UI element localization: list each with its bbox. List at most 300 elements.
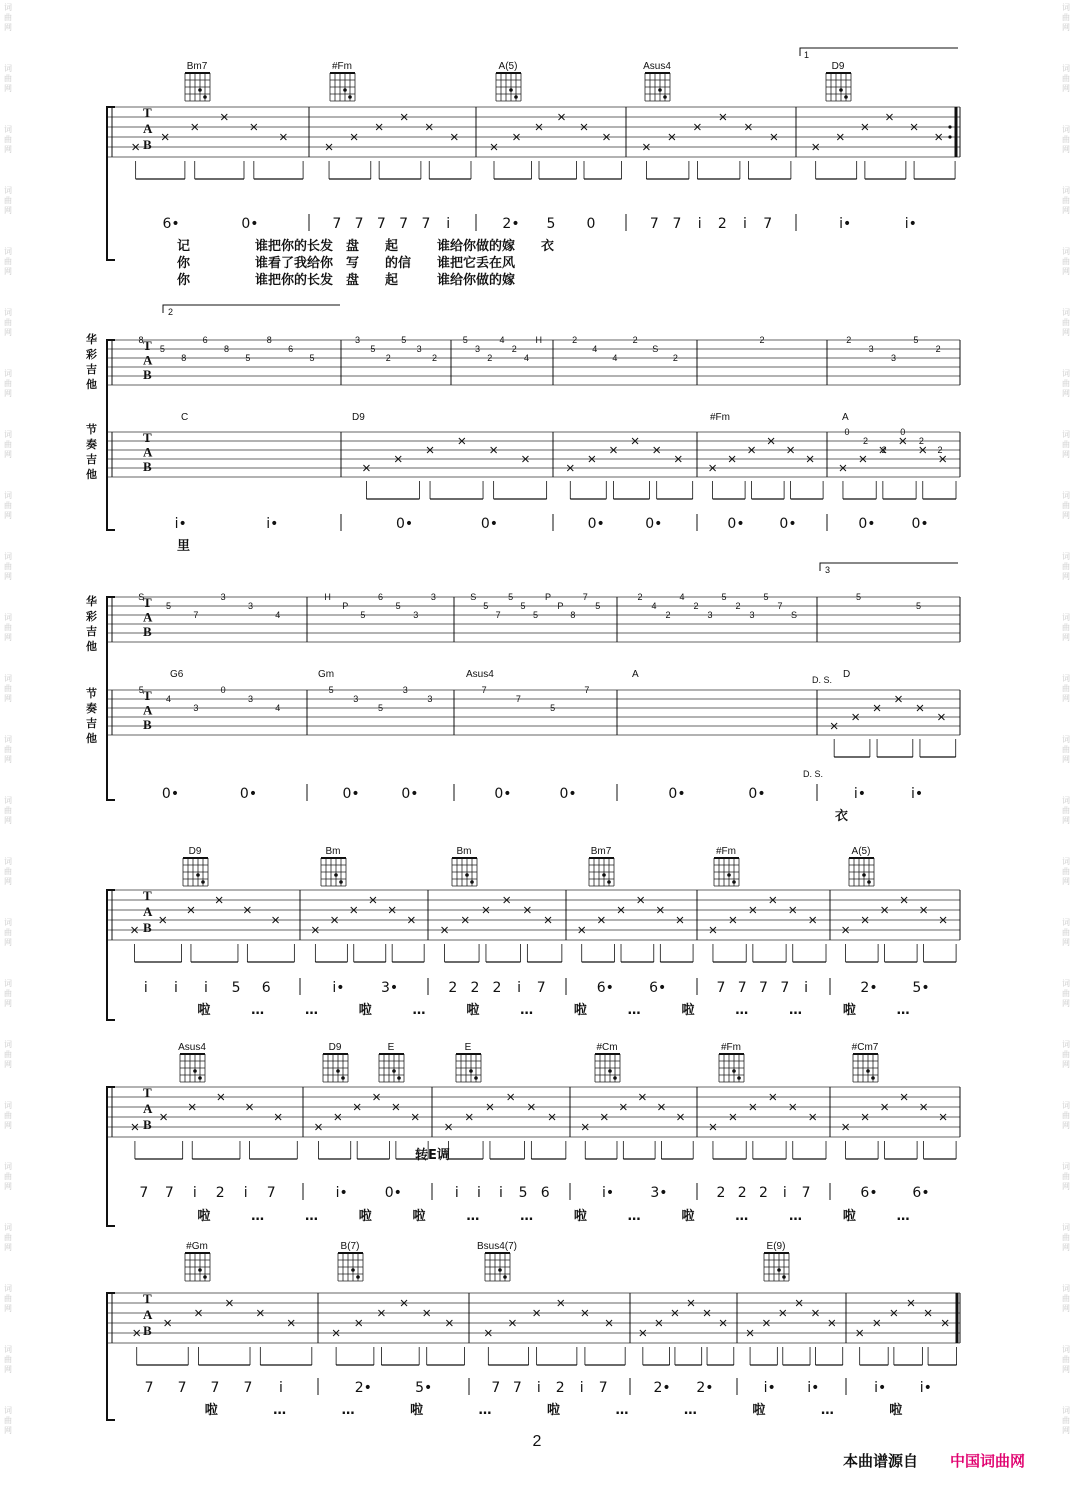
chord-name: G6 xyxy=(170,669,184,680)
jianpu-note: i xyxy=(536,1380,541,1396)
jianpu-note: 2• xyxy=(653,1380,671,1396)
watermark-char: 曲 xyxy=(4,562,12,571)
watermark-char: 曲 xyxy=(1062,562,1070,571)
part-label-char: 吉 xyxy=(86,717,97,730)
jianpu-note: 6• xyxy=(649,980,667,996)
watermark-char: 曲 xyxy=(4,867,12,876)
tab-fret-number: 8 xyxy=(223,344,230,354)
tab-fret-number: 0 xyxy=(844,427,850,437)
watermark-char: 词 xyxy=(4,247,12,256)
watermark-char: 网 xyxy=(4,1060,12,1069)
watermark-char: 曲 xyxy=(4,684,12,693)
tab-clef-letter: A xyxy=(143,444,153,460)
chord-name: A xyxy=(842,412,849,423)
lyric-token: … xyxy=(251,1209,265,1224)
watermark-char: 词 xyxy=(1062,1284,1070,1293)
watermark-char: 网 xyxy=(1062,877,1070,886)
chord-name: #Cm xyxy=(596,1042,618,1053)
chord-name: D9 xyxy=(188,846,202,857)
watermark-char: 网 xyxy=(4,206,12,215)
tab-fret-number: 3 xyxy=(413,610,419,620)
chord-name: D9 xyxy=(352,412,365,423)
watermark-char: 曲 xyxy=(1062,318,1070,327)
watermark-char: 曲 xyxy=(1062,623,1070,632)
tab-clef-letter: A xyxy=(143,121,153,136)
tab-fret-number: 7 xyxy=(584,685,590,695)
tab-fret-number: 2 xyxy=(637,592,643,602)
watermark-char: 词 xyxy=(1062,491,1070,500)
jianpu-note: 0• xyxy=(587,516,605,532)
tab-clef-letter: T xyxy=(143,1291,152,1306)
jianpu-note: 0• xyxy=(161,786,180,802)
jianpu-note: i• xyxy=(839,216,852,232)
chord-name: D xyxy=(843,669,851,680)
jianpu-note: 7 xyxy=(210,1380,220,1396)
part-label-char: 华 xyxy=(86,595,97,608)
watermark-char: 词 xyxy=(4,491,12,500)
watermark-char: 词 xyxy=(1062,979,1070,988)
part-label-char: 彩 xyxy=(86,348,97,361)
volta-number: 1 xyxy=(804,50,810,60)
jianpu-note: 0• xyxy=(239,786,258,802)
tab-fret-number: 2 xyxy=(572,335,578,345)
watermark-char: 网 xyxy=(1062,145,1070,154)
lyric-token: … xyxy=(896,1003,910,1018)
page-number: 2 xyxy=(532,1433,542,1450)
watermark-char: 网 xyxy=(1062,1060,1070,1069)
jianpu-note: 0• xyxy=(401,786,419,802)
chord-name: D9 xyxy=(328,1042,342,1053)
tab-fret-number: 5 xyxy=(245,353,251,363)
lyric-token: 衣 xyxy=(835,809,849,824)
lyric-token: … xyxy=(341,1403,355,1418)
watermark-char: 曲 xyxy=(1062,135,1070,144)
watermark-char: 曲 xyxy=(1062,196,1070,205)
watermark-char: 词 xyxy=(1062,552,1070,561)
watermark-char: 曲 xyxy=(4,623,12,632)
jianpu-note: 7 xyxy=(598,1380,608,1396)
jianpu-note: i xyxy=(499,1185,503,1201)
watermark-char: 词 xyxy=(1062,186,1070,195)
tab-fret-number: 3 xyxy=(868,344,874,354)
tab-clef-letter: T xyxy=(143,105,152,120)
lyric-token: 里 xyxy=(177,539,191,554)
tab-clef-letter: B xyxy=(143,716,152,732)
jianpu-note: 0• xyxy=(396,516,414,532)
tab-fret-number: 7 xyxy=(481,685,487,695)
tab-clef-letter: T xyxy=(143,430,152,445)
tab-fret-number: S xyxy=(470,592,477,602)
tab-fret-number: 3 xyxy=(353,694,359,704)
tab-clef-letter: B xyxy=(143,137,152,152)
tab-fret-number: 0 xyxy=(900,427,906,437)
watermark-char: 词 xyxy=(4,857,12,866)
watermark-char: 词 xyxy=(4,1040,12,1049)
tab-fret-number: 2 xyxy=(881,445,887,455)
jianpu-note: 7 xyxy=(512,1380,522,1396)
lyric-token: … xyxy=(896,1209,910,1224)
watermark-char: 网 xyxy=(4,1182,12,1191)
tab-fret-number: 2 xyxy=(431,353,438,363)
chord-name: Gm xyxy=(318,669,335,680)
lyric-token: … xyxy=(412,1003,426,1018)
tab-fret-number: 6 xyxy=(377,592,384,602)
tab-fret-number: 3 xyxy=(749,610,755,620)
lyric-token: 啦 xyxy=(197,1003,211,1018)
jianpu-note: 7 xyxy=(737,980,747,996)
tab-fret-number: 5 xyxy=(159,344,165,354)
lyric-token: … xyxy=(273,1403,287,1418)
watermark-char: 曲 xyxy=(4,1294,12,1303)
watermark-char: 曲 xyxy=(1062,257,1070,266)
lyric-token: 啦 xyxy=(681,1209,695,1224)
jianpu-note: 2• xyxy=(502,216,520,232)
watermark-char: 网 xyxy=(4,450,12,459)
watermark-char: 词 xyxy=(1062,735,1070,744)
watermark-char: 网 xyxy=(4,1121,12,1130)
tab-fret-number: 5 xyxy=(395,601,401,611)
tab-clef-letter: T xyxy=(143,888,152,903)
watermark-char: 词 xyxy=(1062,613,1070,622)
watermark-char: 词 xyxy=(4,735,12,744)
jianpu-note: i xyxy=(243,1185,248,1201)
part-label-char: 华 xyxy=(86,333,97,346)
watermark-char: 曲 xyxy=(4,379,12,388)
watermark-char: 网 xyxy=(1062,938,1070,947)
tab-clef-letter: B xyxy=(143,623,152,639)
jianpu-note: 5• xyxy=(415,1380,433,1396)
tab-fret-number: 5 xyxy=(483,601,489,611)
watermark-char: 网 xyxy=(1062,694,1070,703)
jianpu-note: i xyxy=(173,980,178,996)
chord-name: #Cm7 xyxy=(851,1042,879,1053)
watermark-char: 曲 xyxy=(1062,684,1070,693)
tab-fret-number: 3 xyxy=(247,694,253,704)
jianpu-note: 2 xyxy=(215,1185,225,1201)
jianpu-note: i• xyxy=(335,1185,348,1201)
tab-fret-number: 3 xyxy=(430,592,436,602)
tab-fret-number: 5 xyxy=(462,335,468,345)
lyric-token: 啦 xyxy=(842,1003,856,1018)
tab-clef-letter: B xyxy=(143,920,152,935)
jianpu-note: 3• xyxy=(650,1185,668,1201)
watermark-char: 网 xyxy=(4,145,12,154)
jianpu-note: 0• xyxy=(559,786,577,802)
watermark-char: 曲 xyxy=(1062,1111,1070,1120)
lyric-token: … xyxy=(304,1209,318,1224)
tab-fret-number: 4 xyxy=(275,703,281,713)
watermark-char: 网 xyxy=(4,938,12,947)
jianpu-note: 5 xyxy=(546,216,556,232)
watermark-char: 曲 xyxy=(4,135,12,144)
lyric-token: … xyxy=(627,1209,641,1224)
watermark-char: 曲 xyxy=(4,1111,12,1120)
watermark-char: 曲 xyxy=(1062,1416,1070,1425)
lyric-token: … xyxy=(735,1003,749,1018)
jianpu-note: 6• xyxy=(912,1185,930,1201)
jianpu-note: i xyxy=(476,1185,481,1201)
tab-fret-number: 5 xyxy=(550,703,556,713)
jianpu-note: 0• xyxy=(494,786,512,802)
jianpu-note: 0• xyxy=(748,786,766,802)
tab-fret-number: 5 xyxy=(916,601,922,611)
jianpu-note: i• xyxy=(763,1380,776,1396)
jianpu-note: 0• xyxy=(779,516,797,532)
watermark-char: 网 xyxy=(1062,206,1070,215)
watermark-char: 曲 xyxy=(1062,74,1070,83)
jianpu-note: 7 xyxy=(177,1380,187,1396)
chord-name: Bm7 xyxy=(590,846,612,857)
tab-fret-number: 3 xyxy=(416,344,422,354)
chord-name: #Fm xyxy=(710,412,730,423)
watermark-char: 词 xyxy=(1062,247,1070,256)
jianpu-note: 2 xyxy=(470,980,480,996)
watermark-char: 网 xyxy=(4,1426,12,1435)
watermark-char: 词 xyxy=(4,430,12,439)
jianpu-note: 7 xyxy=(266,1185,276,1201)
tab-fret-number: 7 xyxy=(515,694,521,704)
ds-mark: D. S. xyxy=(812,675,833,685)
tab-fret-number: 5 xyxy=(138,685,144,695)
jianpu-note: 7 xyxy=(716,980,726,996)
jianpu-note: 3• xyxy=(381,980,399,996)
jianpu-note: 2 xyxy=(717,216,727,232)
tab-fret-number: 2 xyxy=(846,335,852,345)
tab-fret-number: 7 xyxy=(777,601,783,611)
part-label-char: 他 xyxy=(86,468,97,481)
lyric-line: 你 谁把你的长发 盘 起 谁给你做的嫁 xyxy=(177,273,516,288)
jianpu-note: i• xyxy=(874,1380,887,1396)
chord-name: Bm xyxy=(325,846,341,857)
lyric-token: 啦 xyxy=(410,1403,424,1418)
jianpu-note: 5• xyxy=(912,980,930,996)
watermark-char: 词 xyxy=(4,552,12,561)
watermark-char: 曲 xyxy=(1062,501,1070,510)
watermark-char: 词 xyxy=(4,308,12,317)
tab-fret-number: 2 xyxy=(511,344,517,354)
chord-name: A(5) xyxy=(498,61,518,72)
tab-fret-number: 3 xyxy=(402,685,408,695)
jianpu-note: 6• xyxy=(860,1185,878,1201)
watermark-char: 词 xyxy=(4,1406,12,1415)
lyric-token: 啦 xyxy=(842,1209,856,1224)
tab-fret-number: 5 xyxy=(360,610,366,620)
lyric-token: 啦 xyxy=(197,1209,211,1224)
jianpu-note: 2 xyxy=(716,1185,726,1201)
lyric-token: … xyxy=(478,1403,492,1418)
tab-fret-number: 4 xyxy=(275,610,281,620)
lyric-token: … xyxy=(615,1403,629,1418)
jianpu-note: 0• xyxy=(645,516,663,532)
tab-fret-number: 4 xyxy=(651,601,657,611)
jianpu-note: i xyxy=(782,1185,787,1201)
watermark-char: 网 xyxy=(1062,1304,1070,1313)
jianpu-note: i• xyxy=(174,516,187,532)
jianpu-note: 0• xyxy=(668,786,686,802)
part-label-char: 他 xyxy=(86,640,97,653)
lyric-token: 啦 xyxy=(358,1209,372,1224)
watermark-char: 曲 xyxy=(1062,13,1070,22)
part-label-char: 彩 xyxy=(86,610,97,623)
tab-fret-number: 8 xyxy=(266,335,272,345)
jianpu-note: 0• xyxy=(342,786,360,802)
watermark-char: 网 xyxy=(4,877,12,886)
jianpu-note: 7 xyxy=(139,1185,149,1201)
watermark-char: 词 xyxy=(4,125,12,134)
watermark-char: 网 xyxy=(1062,999,1070,1008)
tab-fret-number: 5 xyxy=(166,601,172,611)
tab-clef-letter: T xyxy=(143,338,152,353)
watermark-char: 网 xyxy=(4,328,12,337)
jianpu-note: 7 xyxy=(243,1380,253,1396)
watermark-char: 词 xyxy=(1062,369,1070,378)
tab-clef-letter: T xyxy=(143,595,152,610)
chord-name: #Fm xyxy=(721,1042,741,1053)
tab-fret-number: 2 xyxy=(759,335,765,345)
watermark-char: 曲 xyxy=(4,318,12,327)
chord-name: #Gm xyxy=(186,1241,208,1252)
tab-fret-number: 5 xyxy=(377,703,384,713)
jianpu-note: 6• xyxy=(596,980,614,996)
lyric-token: … xyxy=(627,1003,641,1018)
jianpu-note: 0• xyxy=(480,516,498,532)
jianpu-note: 7 xyxy=(144,1380,154,1396)
tab-fret-number: 3 xyxy=(475,344,481,354)
chord-name: #Fm xyxy=(332,61,352,72)
lyric-token: … xyxy=(304,1003,318,1018)
jianpu-note: i• xyxy=(853,786,866,802)
tab-fret-number: 2 xyxy=(672,353,678,363)
tab-fret-number: 7 xyxy=(582,592,588,602)
tab-fret-number: S xyxy=(138,592,145,602)
volta-number: 3 xyxy=(825,565,831,575)
tab-clef-letter: A xyxy=(143,609,153,625)
lyric-token: 啦 xyxy=(681,1003,695,1018)
tab-fret-number: 6 xyxy=(288,344,294,354)
tab-fret-number: 5 xyxy=(401,335,407,345)
jianpu-note: 2• xyxy=(860,980,878,996)
tab-fret-number: 5 xyxy=(532,610,539,620)
tab-fret-number: 5 xyxy=(763,592,769,602)
part-label-char: 他 xyxy=(86,732,97,745)
watermark-char: 网 xyxy=(1062,511,1070,520)
jianpu-note: i xyxy=(579,1380,584,1396)
tab-fret-number: 5 xyxy=(309,353,315,363)
watermark-char: 网 xyxy=(1062,450,1070,459)
watermark-char: 曲 xyxy=(4,1355,12,1364)
watermark-char: 词 xyxy=(1062,3,1070,12)
lyric-line: 你 谁看了我给你 写 的信 谁把它丢在风 xyxy=(177,256,516,271)
lyric-token: 啦 xyxy=(573,1209,587,1224)
chord-name: A xyxy=(632,669,639,680)
tab-fret-number: 4 xyxy=(523,353,529,363)
jianpu-note: 6 xyxy=(540,1185,550,1201)
watermark-char: 曲 xyxy=(4,806,12,815)
tab-fret-number: S xyxy=(652,344,659,354)
tab-fret-number: 4 xyxy=(592,344,598,354)
tab-fret-number: 2 xyxy=(632,335,638,345)
tab-clef-letter: T xyxy=(143,688,152,703)
jianpu-note: 0• xyxy=(241,216,259,232)
jianpu-note: 2• xyxy=(696,1380,714,1396)
part-label-char: 节 xyxy=(86,687,97,700)
tab-fret-number: 3 xyxy=(220,592,226,602)
lyric-token: … xyxy=(251,1003,265,1018)
tab-clef-letter: A xyxy=(143,1101,153,1116)
watermark-char: 词 xyxy=(4,1162,12,1171)
watermark-char: 曲 xyxy=(1062,1050,1070,1059)
watermark-char: 网 xyxy=(4,694,12,703)
watermark-char: 词 xyxy=(1062,430,1070,439)
jianpu-note: 7 xyxy=(332,216,342,232)
watermark-char: 曲 xyxy=(4,501,12,510)
watermark-char: 词 xyxy=(1062,1101,1070,1110)
tab-fret-number: 2 xyxy=(487,353,493,363)
watermark-char: 词 xyxy=(1062,1162,1070,1171)
tab-fret-number: H xyxy=(324,592,331,602)
jianpu-note: i xyxy=(517,980,522,996)
jianpu-note: i• xyxy=(332,980,345,996)
chord-name: D9 xyxy=(831,61,845,72)
watermark-char: 词 xyxy=(4,1223,12,1232)
tab-fret-number: P xyxy=(557,601,564,611)
volta-number: 2 xyxy=(168,307,174,317)
jianpu-note: 0 xyxy=(586,216,596,232)
jianpu-note: i• xyxy=(807,1380,820,1396)
watermark-char: 曲 xyxy=(4,1050,12,1059)
tab-clef-letter: T xyxy=(143,1085,152,1100)
chord-name: Bsus4(7) xyxy=(476,1241,518,1252)
watermark-char: 网 xyxy=(1062,1243,1070,1252)
part-label-char: 吉 xyxy=(86,363,97,376)
tab-fret-number: 2 xyxy=(735,601,741,611)
watermark-char: 词 xyxy=(1062,1345,1070,1354)
jianpu-note: i xyxy=(454,1185,459,1201)
watermark-char: 曲 xyxy=(1062,989,1070,998)
jianpu-note: i xyxy=(204,980,208,996)
watermark-char: 词 xyxy=(4,613,12,622)
jianpu-note: i xyxy=(697,216,702,232)
tab-fret-number: 2 xyxy=(693,601,699,611)
watermark-char: 曲 xyxy=(1062,440,1070,449)
watermark-char: 词 xyxy=(1062,125,1070,134)
tab-fret-number: 5 xyxy=(595,601,601,611)
jianpu-note: 2• xyxy=(354,1380,372,1396)
watermark-char: 网 xyxy=(1062,633,1070,642)
jianpu-note: 7 xyxy=(801,1185,811,1201)
tab-fret-number: 3 xyxy=(193,703,199,713)
watermark-char: 网 xyxy=(4,633,12,642)
watermark-char: 曲 xyxy=(4,989,12,998)
lyric-token: … xyxy=(466,1209,480,1224)
watermark-char: 网 xyxy=(1062,267,1070,276)
watermark-char: 曲 xyxy=(1062,806,1070,815)
tab-fret-number: 2 xyxy=(665,610,671,620)
jianpu-note: 7 xyxy=(376,216,386,232)
part-label-char: 奏 xyxy=(86,702,97,715)
tab-fret-number: 3 xyxy=(354,335,361,345)
tab-fret-number: 4 xyxy=(499,335,505,345)
jianpu-note: 5 xyxy=(231,980,241,996)
tab-fret-number: 4 xyxy=(612,353,618,363)
tab-clef-letter: B xyxy=(143,1117,152,1132)
tab-fret-number: 2 xyxy=(937,445,943,455)
footer-site-name[interactable]: 中国词曲网 xyxy=(950,1452,1026,1470)
watermark-char: 网 xyxy=(4,999,12,1008)
tab-fret-number: 2 xyxy=(918,436,924,446)
tab-fret-number: 5 xyxy=(370,344,376,354)
watermark-char: 词 xyxy=(4,3,12,12)
